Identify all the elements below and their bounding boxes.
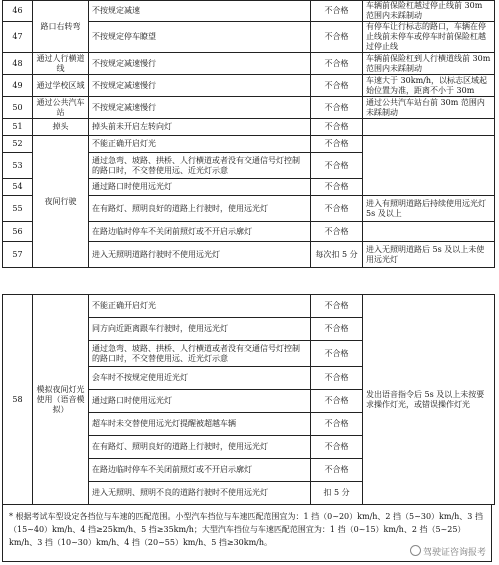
item-cell: 不按规定减速 xyxy=(89,1,311,22)
table-row xyxy=(3,119,495,136)
item-cell: 不能正确开启灯光 xyxy=(89,136,311,153)
table-row xyxy=(3,75,495,97)
category-cell: 路口右转弯 xyxy=(33,1,89,53)
result-cell: 不合格 xyxy=(311,459,363,482)
note-cell xyxy=(363,222,495,242)
category-cell: 模拟夜间灯光使用（语音模拟） xyxy=(33,295,89,505)
item-cell: 不按规定减速慢行 xyxy=(89,75,311,97)
row-number: 47 xyxy=(3,22,33,53)
rules-table-top xyxy=(2,0,495,268)
category-cell: 夜间行驶 xyxy=(33,136,89,268)
watermark-text: 驾驶证咨询报考 xyxy=(422,548,486,558)
result-cell: 不合格 xyxy=(311,222,363,242)
item-cell: 不按规定减速慢行 xyxy=(89,97,311,119)
note-cell: 进入无照明道路后 5s 及以上未使用远光灯 xyxy=(363,242,495,268)
item-cell: 通过急弯、坡路、拱桥、人行横道或者没有交通信号灯控制的路口时，不交替使用远、近光灯示意 xyxy=(89,153,311,179)
table-row xyxy=(3,53,495,75)
item-cell: 掉头前未开启左转向灯 xyxy=(89,119,311,136)
row-number: 46 xyxy=(3,1,33,22)
item-cell: 通过路口时使用远光灯 xyxy=(89,179,311,196)
category-cell: 通过学校区域 xyxy=(33,75,89,97)
result-cell: 不合格 xyxy=(311,53,363,75)
table-row xyxy=(3,1,495,22)
item-cell: 进入无照明道路行驶时不使用远光灯 xyxy=(89,242,311,268)
result-cell: 每次扣 5 分 xyxy=(311,242,363,268)
result-cell: 扣 5 分 xyxy=(311,482,363,505)
note-cell: 有停车让行标志的路口，车辆在停止线前未停车或停车时前保险杠越过停止线 xyxy=(363,22,495,53)
row-number: 55 xyxy=(3,196,33,222)
item-cell: 在有路灯、照明良好的道路上行驶时，使用远光灯 xyxy=(89,196,311,222)
item-cell: 不能正确开启灯光 xyxy=(89,295,311,318)
row-number: 51 xyxy=(3,119,33,136)
item-cell: 在有路灯、照明良好的道路上行驶时，使用远光灯 xyxy=(89,436,311,459)
row-number: 57 xyxy=(3,242,33,268)
item-cell: 不按规定减速慢行 xyxy=(89,53,311,75)
category-cell: 掉头 xyxy=(33,119,89,136)
result-cell: 不合格 xyxy=(311,196,363,222)
item-cell: 在路边临时停车不关闭前照灯或不开启示廓灯 xyxy=(89,222,311,242)
result-cell: 不合格 xyxy=(311,1,363,22)
row-number: 54 xyxy=(3,179,33,196)
table-row xyxy=(3,295,495,318)
result-cell: 不合格 xyxy=(311,119,363,136)
item-cell: 同方向近距离跟车行驶时，使用远光灯 xyxy=(89,318,311,341)
result-cell: 不合格 xyxy=(311,390,363,413)
note-cell xyxy=(363,119,495,136)
category-cell: 通过人行横道线 xyxy=(33,53,89,75)
result-cell: 不合格 xyxy=(311,436,363,459)
result-cell: 不合格 xyxy=(311,341,363,367)
item-cell: 在路边临时停车不关闭前照灯或不开启示廓灯 xyxy=(89,459,311,482)
result-cell: 不合格 xyxy=(311,367,363,390)
result-cell: 不合格 xyxy=(311,318,363,341)
category-cell: 通过公共汽车站 xyxy=(33,97,89,119)
result-cell: 不合格 xyxy=(311,179,363,196)
result-cell: 不合格 xyxy=(311,295,363,318)
row-number: 58 xyxy=(3,295,33,505)
item-cell: 通过路口时使用远光灯 xyxy=(89,390,311,413)
result-cell: 不合格 xyxy=(311,136,363,153)
note-cell: 通过公共汽车站台前 30m 范围内未踩制动 xyxy=(363,97,495,119)
result-cell: 不合格 xyxy=(311,153,363,179)
note-cell: 发出语音指令后 5s 及以上未按要求操作灯光，或错误操作灯光 xyxy=(363,295,495,505)
note-cell: 进入有照明道路后持续使用远光灯 5s 及以上 xyxy=(363,196,495,222)
page-gap xyxy=(0,279,499,293)
table-row xyxy=(3,136,495,153)
row-number: 56 xyxy=(3,222,33,242)
item-cell: 会车时不按规定使用近光灯 xyxy=(89,367,311,390)
result-cell: 不合格 xyxy=(311,413,363,436)
rules-table-bottom xyxy=(2,294,495,505)
row-number: 50 xyxy=(3,97,33,119)
note-cell xyxy=(363,136,495,196)
row-number: 48 xyxy=(3,53,33,75)
table-row xyxy=(3,97,495,119)
result-cell: 不合格 xyxy=(311,22,363,53)
item-cell: 不按规定停车瞭望 xyxy=(89,22,311,53)
row-number: 52 xyxy=(3,136,33,153)
result-cell: 不合格 xyxy=(311,75,363,97)
note-cell: 车辆前保险杠越过停止线前 30m 范围内未踩制动 xyxy=(363,1,495,22)
watermark xyxy=(407,544,489,559)
result-cell: 不合格 xyxy=(311,97,363,119)
note-cell: 车速大于 30km/h，以标志区域起始位置为准，距离不小于 30m xyxy=(363,75,495,97)
row-number: 53 xyxy=(3,153,33,179)
wechat-icon xyxy=(410,545,421,556)
item-cell: 进入无照明、照明不良的道路行驶时不使用远光灯 xyxy=(89,482,311,505)
note-cell: 车辆前保险杠到人行横道线前 30m 范围内未踩制动 xyxy=(363,53,495,75)
row-number: 49 xyxy=(3,75,33,97)
footnote: * 根据考试车型设定各挡位与车速的匹配范围。小型汽车挡位与车速匹配范围宜为：1 挡（0~20）km/h、2 挡（5~30）km/h、3 挡（15~40）km/h、4 挡≥25km/h、5 挡≥35km/h；大型汽车挡位与车速匹配范围宜为：1 挡（0~15）km/h、2 挡（5~25）km/h、3 挡（10~30）km/h、4 挡（20~55）km/h、5 挡≥30km/h。 xyxy=(2,504,492,562)
item-cell: 通过急弯、坡路、拱桥、人行横道或者没有交通信号灯控制的路口时，不交替使用远、近光灯示意 xyxy=(89,341,311,367)
item-cell: 超车时未交替使用远光灯提醒被超越车辆 xyxy=(89,413,311,436)
